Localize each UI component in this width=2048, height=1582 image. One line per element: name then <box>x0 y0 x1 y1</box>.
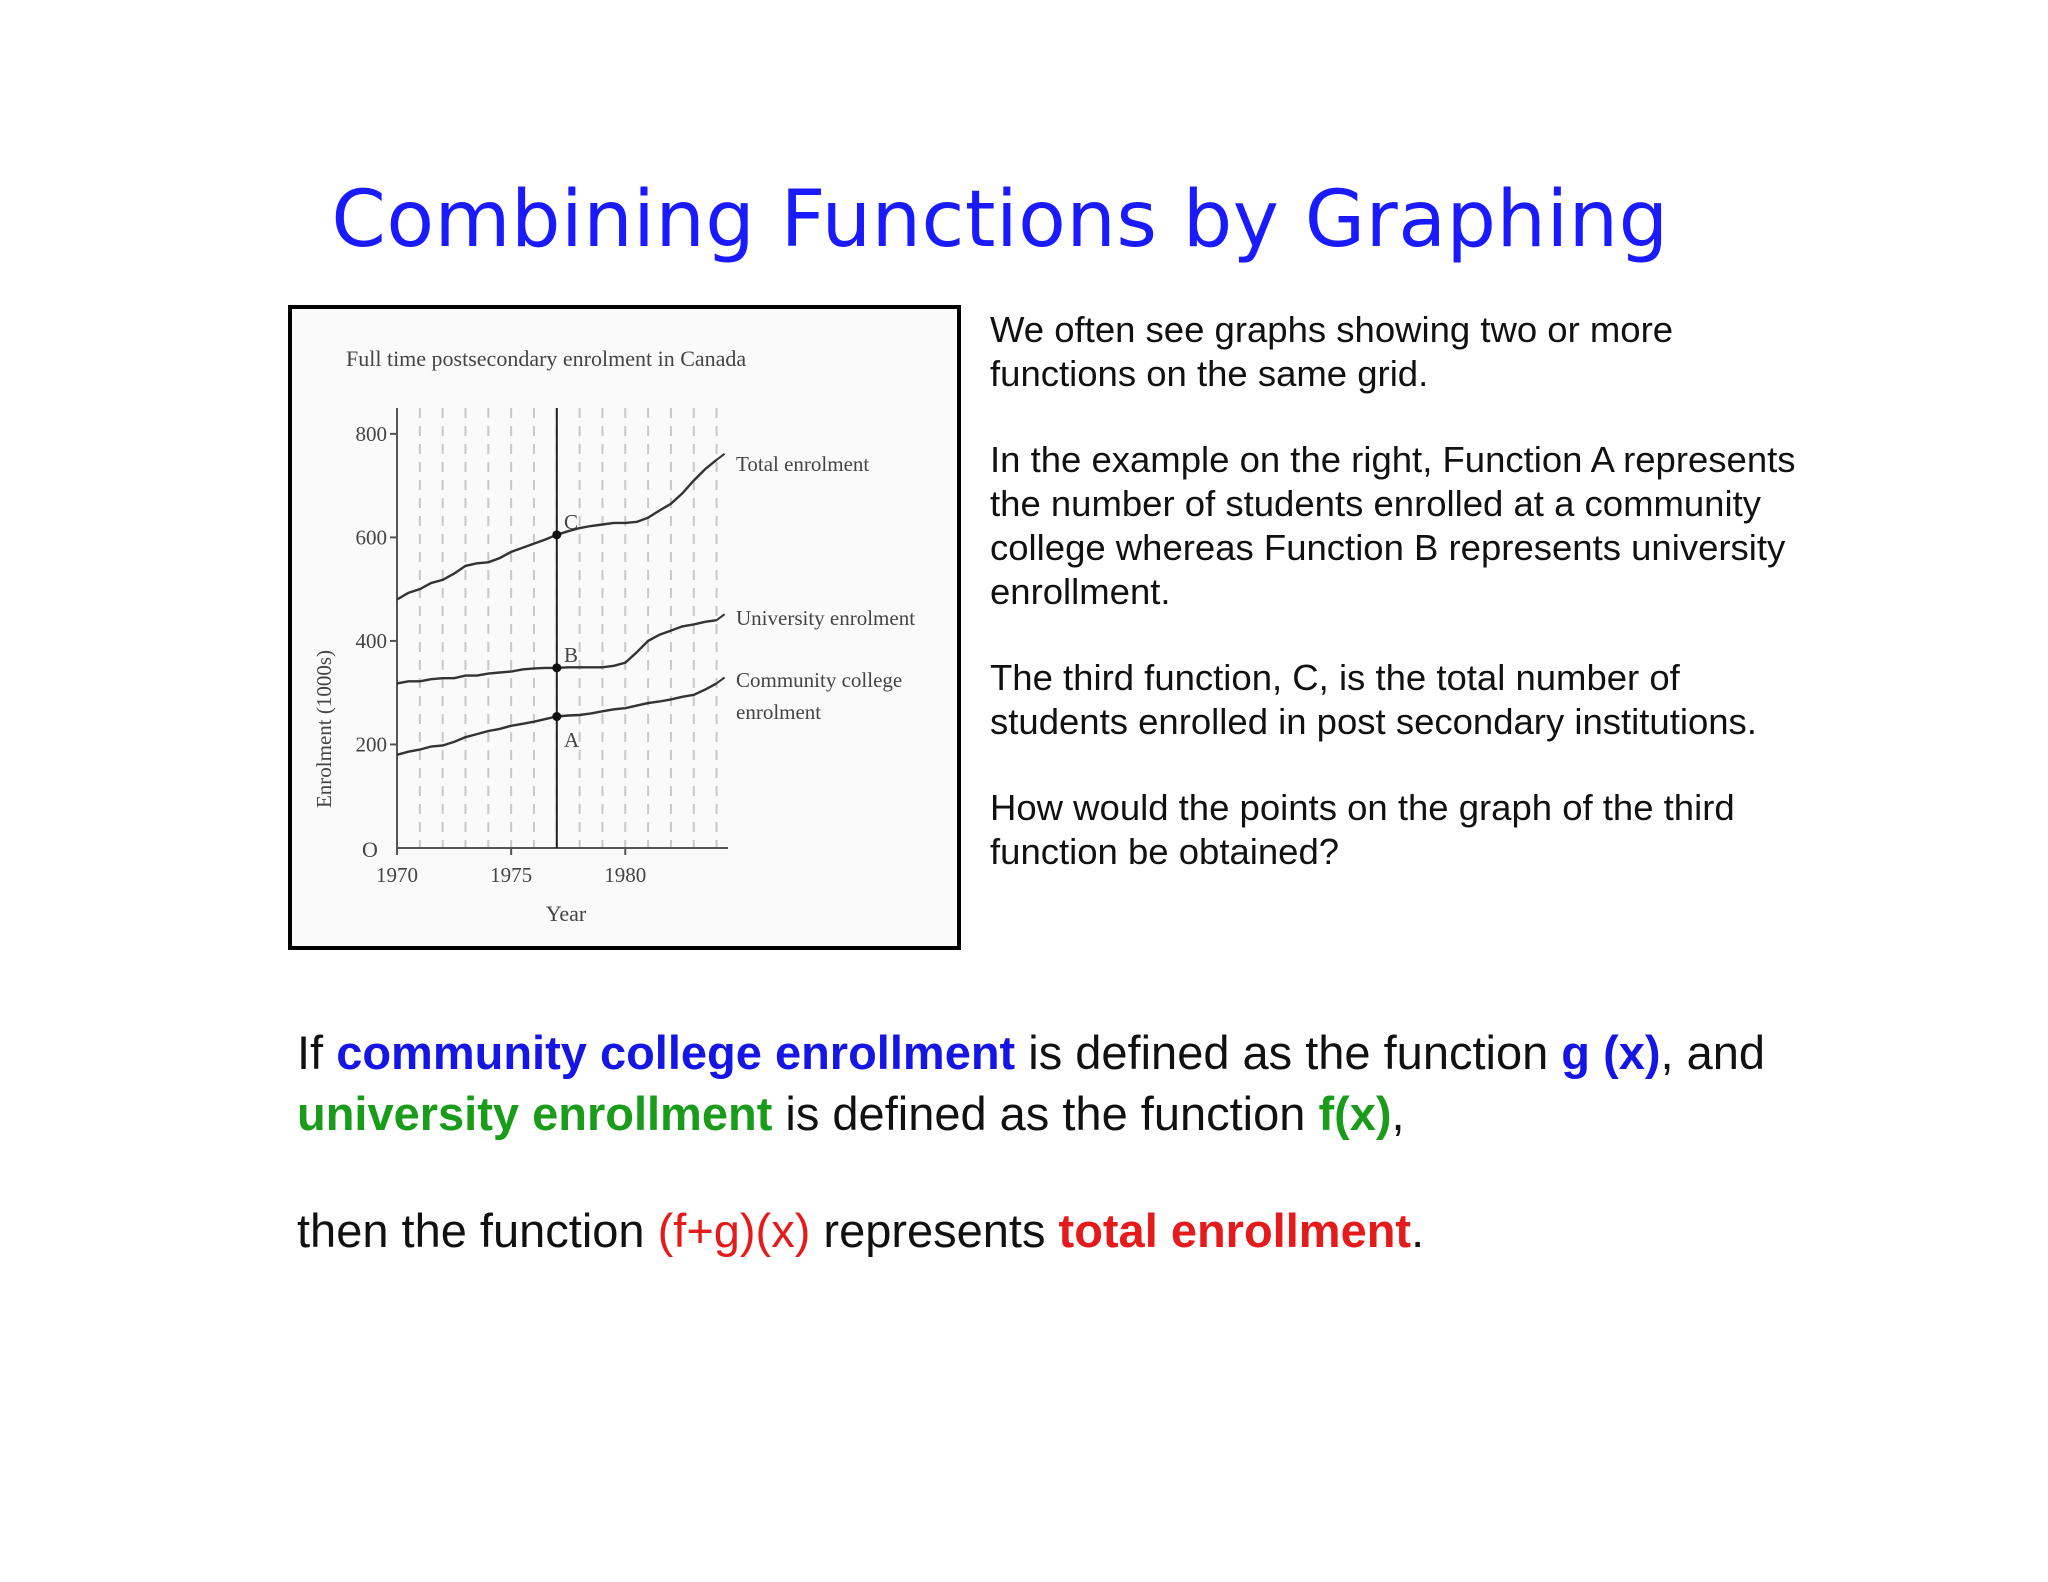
chart-caption: Full time postsecondary enrolment in Canada <box>346 346 747 371</box>
point-label-c: C <box>564 510 579 534</box>
label-leader <box>717 677 725 683</box>
paragraph-4: How would the points on the graph of the third function be obtained? <box>990 787 1735 872</box>
function-g: g (x) <box>1561 1026 1661 1079</box>
community-college-term: community college enrollment <box>336 1026 1016 1079</box>
text-defined-g: is defined as the function <box>1015 1026 1562 1079</box>
function-f-plus-g: (f+g)(x) <box>657 1204 811 1257</box>
origin-label: O <box>362 837 378 862</box>
x-tick-label: 1970 <box>376 863 418 887</box>
explanation-text <box>990 308 1810 916</box>
x-tick-label: 1975 <box>490 863 533 887</box>
y-axis-label: Enrolment (1000s) <box>312 649 336 809</box>
tick-labels <box>356 422 647 887</box>
point-c <box>552 530 561 539</box>
label-total-enrolment: Total enrolment <box>736 452 870 476</box>
conclusion-line-2 <box>297 1200 1777 1261</box>
x-axis-label: Year <box>545 901 587 926</box>
point-label-a: A <box>564 728 580 752</box>
point-b <box>552 663 561 672</box>
label-college-enrolment-line2: enrolment <box>736 700 822 724</box>
point-label-b: B <box>564 643 579 667</box>
function-f: f(x) <box>1318 1087 1392 1140</box>
text-represents: represents <box>810 1204 1059 1257</box>
paragraph-1: We often see graphs showing two or more functions on the same grid. <box>990 309 1674 394</box>
y-tick-label: 600 <box>355 525 387 550</box>
point-markers <box>552 408 561 848</box>
text-and: , and <box>1660 1026 1766 1079</box>
text-period: . <box>1411 1204 1425 1257</box>
enrolment-chart <box>292 309 957 946</box>
text-comma: , <box>1391 1087 1405 1140</box>
label-college-enrolment-line1: Community college <box>736 668 903 692</box>
total-enrollment-term: total enrollment <box>1058 1204 1412 1257</box>
point-a <box>552 712 561 721</box>
conclusion-line-1 <box>297 1022 1777 1144</box>
chart-figure <box>288 305 961 950</box>
series-lines <box>397 454 725 755</box>
paragraph-3: The third function, C, is the total number of students enrolled in post secondary institutions. <box>990 657 1757 742</box>
label-leader <box>717 454 725 460</box>
conclusion-text <box>297 1022 1777 1317</box>
text-if: If <box>297 1026 337 1079</box>
text-then: then the function <box>297 1204 658 1257</box>
label-leader <box>717 614 725 620</box>
university-term: university enrollment <box>297 1087 773 1140</box>
grid-lines <box>420 408 717 848</box>
text-defined-f: is defined as the function <box>772 1087 1319 1140</box>
slide-title: Combining Functions by Graphing <box>331 175 1669 265</box>
label-university-enrolment: University enrolment <box>736 606 916 630</box>
y-tick-label: 800 <box>355 421 387 446</box>
y-tick-label: 400 <box>355 628 387 653</box>
x-tick-label: 1980 <box>604 863 647 887</box>
paragraph-2: In the example on the right, Function A represents the number of students enrolled at a community college whereas Function B represents university enrollment. <box>990 439 1796 612</box>
y-tick-label: 200 <box>355 732 387 757</box>
